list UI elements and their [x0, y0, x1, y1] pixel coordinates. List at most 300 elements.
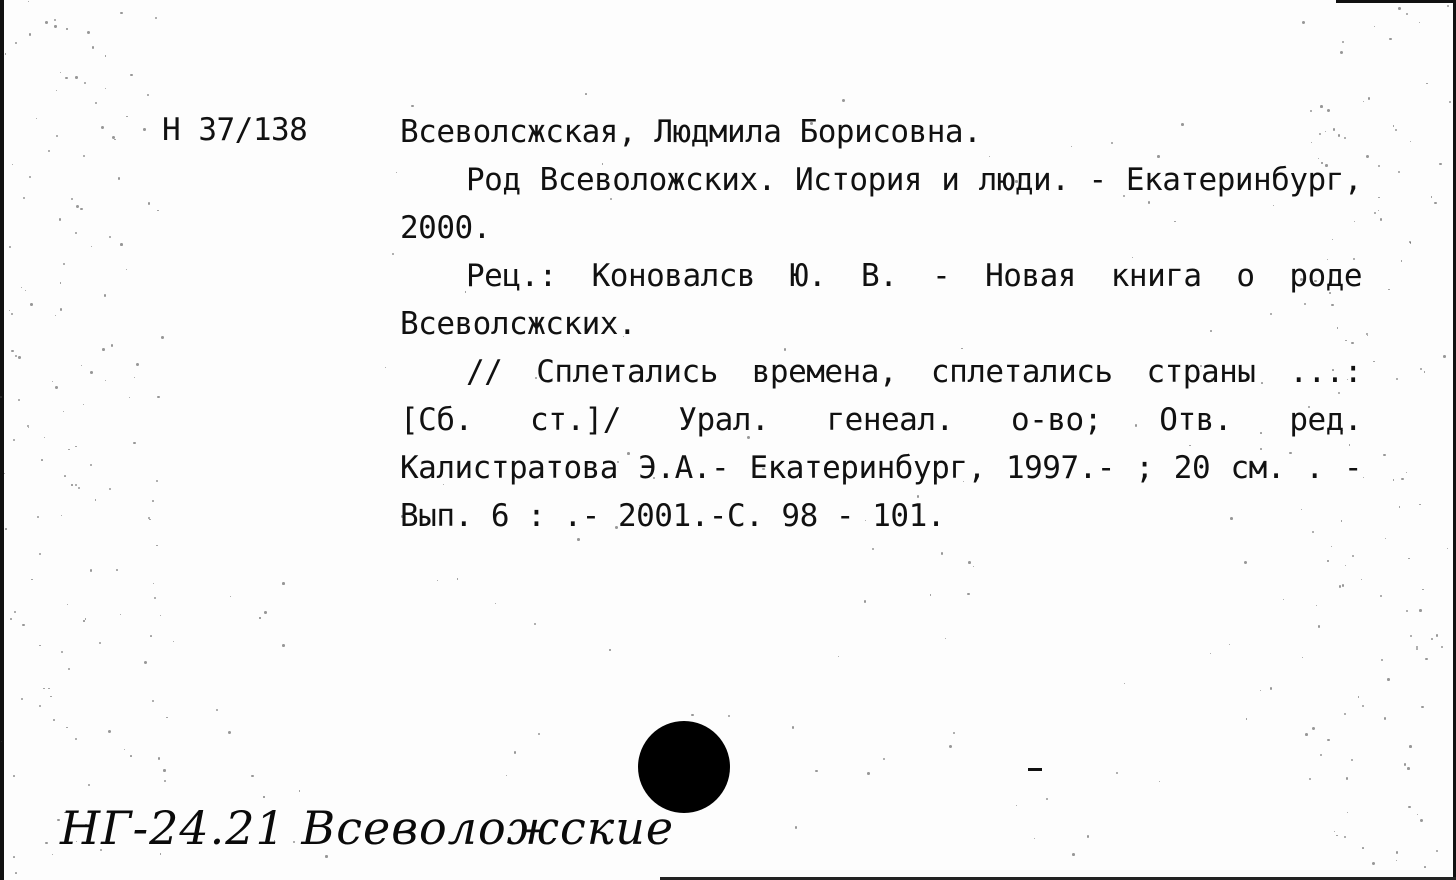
- noise-dot: [1366, 333, 1368, 335]
- noise-dot: [1373, 361, 1374, 362]
- noise-dot: [883, 758, 885, 760]
- noise-dot: [514, 751, 517, 754]
- noise-dot: [1339, 585, 1342, 588]
- noise-dot: [134, 377, 135, 378]
- noise-dot: [1387, 678, 1390, 681]
- noise-dot: [259, 617, 260, 618]
- noise-dot: [12, 164, 13, 165]
- noise-dot: [105, 88, 106, 89]
- noise-dot: [120, 243, 123, 246]
- noise-dot: [136, 363, 139, 366]
- noise-dot: [15, 872, 17, 874]
- noise-dot: [1436, 634, 1439, 637]
- noise-dot: [392, 253, 394, 255]
- noise-dot: [144, 661, 147, 664]
- noise-dot: [1410, 141, 1411, 142]
- noise-dot: [152, 700, 154, 702]
- noise-dot: [1385, 538, 1386, 539]
- noise-dot: [18, 356, 21, 359]
- noise-dot: [60, 72, 61, 73]
- noise-dot: [163, 769, 165, 771]
- noise-dot: [1436, 850, 1438, 852]
- noise-dot: [282, 582, 285, 585]
- noise-dot: [120, 614, 121, 615]
- noise-dot: [264, 611, 267, 614]
- noise-dot: [158, 757, 161, 760]
- noise-dot: [52, 854, 53, 855]
- noise-dot: [1340, 51, 1343, 54]
- noise-dot: [1396, 860, 1397, 861]
- noise-dot: [228, 731, 231, 734]
- noise-dot: [60, 308, 63, 311]
- noise-dot: [1389, 38, 1391, 40]
- noise-dot: [14, 611, 16, 613]
- noise-dot: [1441, 646, 1443, 648]
- bibliographic-entry: [400, 108, 1362, 540]
- noise-dot: [157, 210, 158, 211]
- noise-dot: [1124, 683, 1125, 684]
- noise-dot: [1309, 778, 1311, 780]
- noise-dot: [68, 449, 70, 451]
- noise-dot: [114, 139, 115, 140]
- noise-dot: [129, 397, 130, 398]
- noise-dot: [75, 76, 78, 79]
- noise-dot: [1384, 717, 1386, 719]
- noise-dot: [1425, 658, 1428, 661]
- noise-dot: [102, 348, 105, 351]
- noise-dot: [1316, 605, 1318, 607]
- noise-dot: [973, 566, 975, 568]
- noise-dot: [54, 19, 56, 21]
- noise-dot: [437, 580, 438, 581]
- noise-dot: [1362, 847, 1364, 849]
- noise-dot: [11, 350, 14, 353]
- noise-dot: [55, 386, 58, 389]
- noise-dot: [1404, 763, 1407, 766]
- noise-dot: [506, 775, 507, 776]
- noise-dot: [15, 42, 17, 44]
- noise-dot: [1443, 355, 1446, 358]
- noise-dot: [411, 105, 414, 108]
- noise-dot: [64, 475, 66, 477]
- noise-dot: [68, 668, 70, 670]
- noise-dot: [941, 552, 944, 555]
- noise-dot: [1, 741, 2, 742]
- noise-dot: [1380, 595, 1382, 597]
- noise-dot: [39, 705, 41, 707]
- noise-dot: [105, 55, 107, 57]
- noise-dot: [11, 313, 13, 315]
- noise-dot: [1347, 812, 1348, 813]
- noise-dot: [1327, 560, 1328, 561]
- noise-dot: [118, 177, 121, 180]
- noise-dot: [61, 515, 62, 516]
- noise-dot: [1422, 589, 1423, 590]
- noise-dot: [1410, 635, 1413, 638]
- noise-dot: [1416, 646, 1418, 648]
- noise-dot: [968, 561, 971, 564]
- noise-dot: [48, 688, 50, 690]
- noise-dot: [1431, 638, 1433, 640]
- noise-dot: [4, 473, 5, 474]
- noise-dot: [75, 738, 77, 740]
- noise-dot: [967, 593, 970, 596]
- noise-dot: [63, 263, 65, 265]
- noise-dot: [953, 732, 955, 734]
- noise-dot: [10, 618, 12, 620]
- noise-dot: [95, 102, 97, 104]
- noise-dot: [157, 396, 160, 399]
- noise-dot: [21, 287, 22, 288]
- noise-dot: [90, 371, 93, 374]
- noise-dot: [155, 17, 157, 19]
- noise-dot: [143, 128, 146, 131]
- noise-dot: [1383, 454, 1386, 457]
- noise-dot: [1434, 202, 1437, 205]
- noise-dot: [1345, 565, 1346, 566]
- noise-dot: [29, 176, 31, 178]
- noise-dot: [1312, 727, 1315, 730]
- noise-dot: [1363, 477, 1364, 478]
- noise-dot: [1419, 22, 1420, 23]
- noise-dot: [1318, 625, 1321, 628]
- noise-dot: [1381, 659, 1383, 661]
- noise-dot: [124, 749, 125, 750]
- noise-dot: [161, 336, 164, 339]
- noise-dot: [22, 624, 24, 626]
- noise-dot: [54, 25, 56, 27]
- noise-dot: [1398, 171, 1400, 173]
- noise-dot: [1447, 5, 1449, 7]
- noise-dot: [56, 90, 57, 91]
- noise-dot: [29, 33, 32, 36]
- noise-dot: [585, 93, 587, 95]
- noise-dot: [1334, 831, 1335, 832]
- noise-dot: [31, 579, 33, 581]
- noise-dot: [109, 488, 111, 490]
- noise-dot: [108, 730, 111, 733]
- noise-dot: [609, 649, 610, 650]
- noise-dot: [1270, 687, 1272, 689]
- noise-dot: [792, 726, 795, 729]
- noise-dot: [1420, 819, 1423, 822]
- noise-dot: [691, 714, 694, 717]
- noise-dot: [55, 315, 56, 316]
- noise-dot: [154, 597, 156, 599]
- noise-dot: [71, 484, 72, 485]
- noise-dot: [95, 499, 97, 501]
- noise-dot: [1431, 196, 1432, 197]
- noise-dot: [27, 425, 29, 427]
- noise-dot: [1393, 125, 1395, 127]
- noise-dot: [39, 645, 41, 647]
- noise-dot: [1421, 706, 1424, 709]
- noise-dot: [130, 755, 132, 757]
- noise-dot: [45, 842, 47, 844]
- noise-dot: [5, 528, 7, 530]
- noise-dot: [67, 604, 68, 605]
- noise-dot: [9, 310, 10, 311]
- noise-dot: [1395, 129, 1397, 131]
- noise-dot: [1327, 739, 1329, 741]
- noise-dot: [13, 439, 15, 441]
- noise-dot: [166, 717, 168, 719]
- noise-dot: [0, 396, 2, 398]
- noise-dot: [1399, 506, 1401, 508]
- noise-dot: [1358, 696, 1360, 698]
- noise-dot: [48, 150, 50, 152]
- noise-dot: [75, 484, 77, 486]
- noise-dot: [150, 635, 152, 637]
- noise-dot: [1320, 754, 1322, 756]
- noise-dot: [1449, 101, 1452, 104]
- noise-dot: [80, 208, 83, 211]
- card-top-edge: [1336, 0, 1456, 3]
- noise-dot: [1419, 609, 1422, 612]
- noise-dot: [90, 464, 92, 466]
- noise-dot: [75, 232, 77, 234]
- noise-dot: [5, 53, 7, 55]
- noise-dot: [88, 784, 90, 786]
- noise-dot: [1342, 584, 1345, 587]
- noise-dot: [104, 294, 107, 297]
- noise-dot: [945, 638, 946, 639]
- noise-dot: [90, 569, 93, 572]
- noise-dot: [1159, 781, 1160, 782]
- noise-dot: [1396, 378, 1398, 380]
- noise-dot: [52, 381, 53, 382]
- noise-dot: [13, 856, 15, 858]
- noise-dot: [173, 641, 174, 642]
- noise-dot: [1210, 653, 1211, 654]
- noise-dot: [76, 205, 79, 208]
- noise-dot: [91, 246, 92, 247]
- noise-dot: [126, 269, 127, 270]
- noise-dot: [1380, 218, 1383, 221]
- noise-dot: [1416, 648, 1418, 650]
- noise-dot: [1396, 851, 1399, 854]
- noise-dot: [1439, 163, 1441, 165]
- noise-dot: [251, 775, 253, 777]
- noise-dot: [1408, 558, 1409, 559]
- noise-dot: [842, 99, 845, 102]
- noise-dot: [1409, 745, 1412, 748]
- noise-dot: [133, 442, 136, 445]
- noise-dot: [230, 596, 231, 597]
- noise-dot: [44, 437, 45, 438]
- noise-dot: [864, 600, 867, 603]
- noise-dot: [1401, 260, 1402, 261]
- noise-dot: [216, 709, 218, 711]
- noise-dot: [1344, 713, 1346, 715]
- handwritten-shelf-note: НГ-24.21 Всеволожские: [60, 801, 675, 855]
- noise-dot: [1072, 853, 1075, 856]
- noise-dot: [1342, 41, 1344, 43]
- noise-dot: [1331, 546, 1332, 547]
- noise-dot: [147, 94, 149, 96]
- noise-dot: [1362, 705, 1364, 707]
- noise-dot: [1374, 212, 1377, 215]
- noise-dot: [30, 303, 33, 306]
- noise-dot: [25, 290, 26, 291]
- noise-dot: [9, 246, 11, 248]
- noise-dot: [160, 615, 161, 616]
- noise-dot: [130, 74, 132, 76]
- noise-dot: [396, 172, 397, 173]
- noise-dot: [1346, 777, 1349, 780]
- noise-dot: [1398, 7, 1401, 10]
- noise-dot: [36, 118, 37, 119]
- noise-dot: [867, 772, 870, 775]
- noise-dot: [1116, 772, 1118, 774]
- noise-dot: [1406, 472, 1408, 474]
- noise-dot: [1229, 644, 1230, 645]
- noise-dot: [105, 380, 107, 382]
- review-note: Рец.: Коновалсв Ю. В. - Новая книга о роде Всеволсжских.: [400, 258, 1362, 342]
- noise-dot: [728, 715, 730, 717]
- noise-dot: [795, 826, 798, 829]
- noise-dot: [1305, 733, 1308, 736]
- noise-dot: [156, 480, 159, 483]
- noise-dot: [1336, 835, 1337, 836]
- noise-dot: [1388, 289, 1389, 290]
- noise-dot: [1302, 657, 1303, 658]
- card-left-edge: [0, 0, 4, 880]
- noise-dot: [1352, 555, 1354, 557]
- noise-dot: [84, 82, 86, 84]
- noise-dot: [457, 578, 458, 579]
- noise-dot: [1368, 97, 1370, 99]
- noise-dot: [87, 31, 90, 34]
- noise-dot: [1372, 862, 1375, 865]
- noise-dot: [156, 545, 157, 546]
- noise-dot: [164, 780, 166, 782]
- noise-dot: [1393, 479, 1395, 481]
- noise-dot: [1408, 806, 1410, 808]
- noise-dot: [65, 77, 67, 79]
- noise-dot: [1378, 197, 1380, 199]
- noise-dot: [1409, 241, 1411, 243]
- noise-dot: [1351, 759, 1353, 761]
- noise-dot: [495, 603, 496, 604]
- noise-dot: [28, 1, 29, 2]
- noise-dot: [43, 688, 45, 690]
- noise-dot: [83, 620, 84, 621]
- noise-dot: [1366, 155, 1369, 158]
- noise-dot: [101, 126, 104, 129]
- noise-dot: [53, 719, 55, 721]
- noise-dot: [18, 399, 20, 401]
- noise-dot: [92, 46, 94, 48]
- noise-dot: [1016, 805, 1017, 806]
- noise-dot: [59, 218, 62, 221]
- noise-dot: [56, 135, 58, 137]
- noise-dot: [1046, 798, 1048, 800]
- noise-dot: [538, 733, 540, 735]
- noise-dot: [1424, 866, 1426, 868]
- noise-dot: [838, 656, 840, 658]
- noise-dot: [1447, 548, 1448, 549]
- noise-dot: [112, 136, 115, 139]
- noise-dot: [1406, 13, 1408, 15]
- noise-dot: [534, 623, 536, 625]
- noise-dot: [385, 367, 386, 368]
- noise-dot: [1407, 767, 1410, 770]
- noise-dot: [99, 642, 101, 644]
- noise-dot: [81, 365, 82, 366]
- noise-dot: [39, 553, 41, 555]
- noise-dot: [111, 344, 113, 346]
- noise-dot: [153, 583, 154, 584]
- noise-dot: [282, 644, 285, 647]
- noise-dot: [1361, 579, 1363, 581]
- noise-dot: [1244, 561, 1247, 564]
- noise-dot: [1302, 21, 1305, 24]
- call-number: Н 37/138: [162, 112, 308, 148]
- noise-dot: [872, 548, 874, 550]
- noise-dot: [50, 696, 51, 697]
- noise-dot: [85, 618, 87, 620]
- noise-dot: [152, 500, 154, 502]
- noise-dot: [1034, 838, 1035, 839]
- noise-dot: [21, 698, 23, 700]
- noise-dot: [1363, 101, 1364, 102]
- noise-dot: [116, 569, 118, 571]
- noise-dot: [1419, 504, 1420, 505]
- noise-dot: [71, 198, 73, 200]
- noise-dot: [45, 21, 48, 24]
- noise-dot: [1406, 610, 1408, 612]
- noise-dot: [148, 202, 150, 204]
- noise-dot: [949, 745, 952, 748]
- noise-dot: [37, 516, 39, 518]
- noise-dot: [1246, 718, 1247, 719]
- noise-dot: [13, 775, 15, 777]
- noise-dot: [78, 487, 80, 489]
- noise-dot: [83, 155, 85, 157]
- noise-dot: [23, 197, 25, 199]
- noise-dot: [1260, 690, 1261, 691]
- noise-dot: [1378, 165, 1380, 167]
- noise-dot: [120, 12, 122, 14]
- noise-dot: [1374, 26, 1375, 27]
- noise-dot: [1283, 599, 1284, 600]
- noise-dot: [66, 727, 67, 728]
- noise-dot: [60, 282, 62, 284]
- noise-dot: [1378, 210, 1379, 211]
- noise-dot: [109, 236, 111, 238]
- source-note: // Сплетались времена, сплетались страны ...: [Сб. ст.]/ Урал. генеал. о-во; Отв. ред. Калистратова Э.А.- Екатеринбург, 1997.- ; 20 см. . - Вып. 6 : .- 2001.-С. 98 - 101.: [400, 354, 1362, 534]
- ink-mark: [1028, 768, 1042, 771]
- noise-dot: [126, 116, 127, 117]
- noise-dot: [15, 355, 17, 357]
- noise-dot: [1424, 371, 1426, 373]
- noise-dot: [83, 404, 84, 405]
- noise-dot: [61, 651, 63, 653]
- noise-dot: [149, 519, 150, 520]
- noise-dot: [815, 770, 817, 772]
- noise-dot: [75, 446, 76, 447]
- noise-dot: [1087, 835, 1090, 838]
- noise-dot: [930, 594, 931, 595]
- noise-dot: [1417, 814, 1418, 815]
- noise-dot: [41, 459, 43, 461]
- noise-dot: [1344, 836, 1346, 838]
- author-heading: Всеволсжская, Людмила Борисовна.: [400, 114, 982, 150]
- noise-dot: [1426, 83, 1428, 85]
- noise-dot: [66, 28, 67, 29]
- title-imprint: Род Всеволожских. История и люди. - Екатеринбург, 2000.: [400, 162, 1362, 246]
